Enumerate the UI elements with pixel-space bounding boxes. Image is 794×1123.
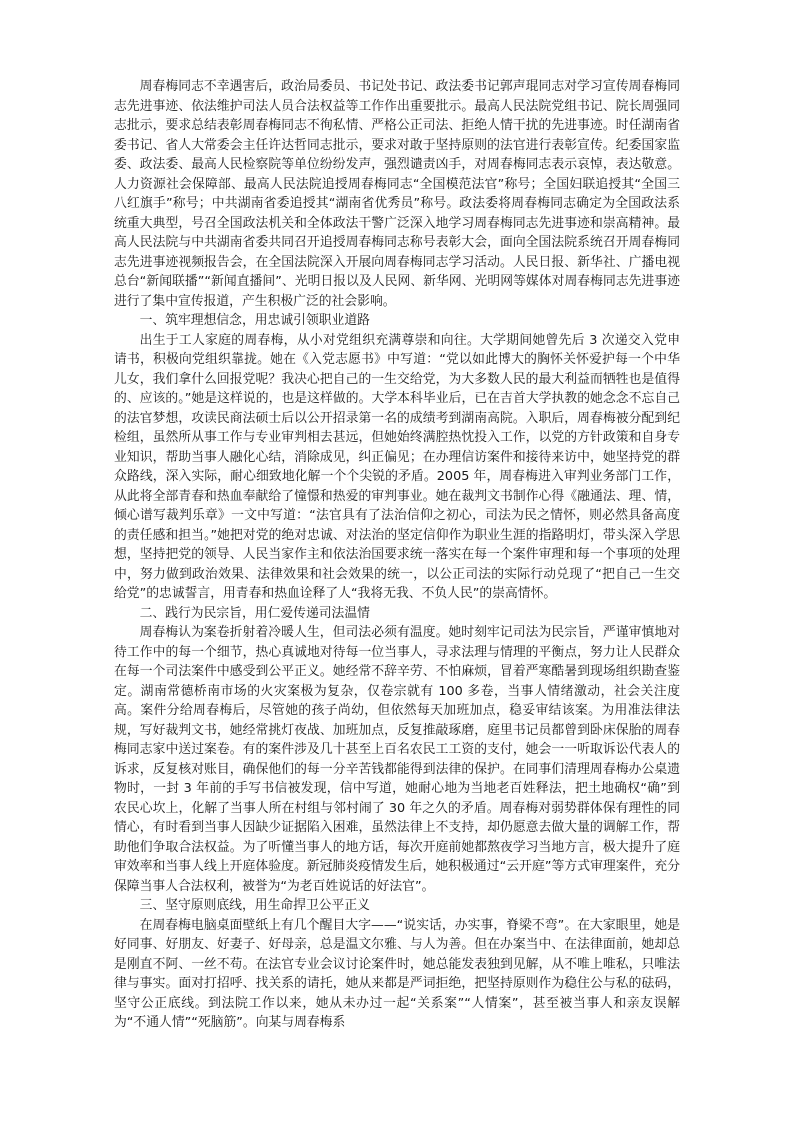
section-heading-1: 一、筑牢理想信念，用忠诚引领职业道路 xyxy=(139,313,370,328)
section-1-paragraph: 出生于工人家庭的周春梅，从小对党组织充满尊崇和向往。大学期间她曾先后 3 次递交入党申请书，积极向党组织靠拢。她在《入党志愿书》中写道：“党以如此博大的胸怀关怀爱护每一个中华儿女，我们拿什么回报党呢？我决心把自己的一生交给党，为大多数人民的最大利益而牺牲也是值得的、应该的。”她是这样说的，也是这样做的。大学本科毕业后，已在吉首大学执教的她念念不忘自己的法官梦想，攻读民商法硕士后以公开招录第一名的成绩考到湖南高院。入职后，周春梅被分配到纪检组，虽然所从事工作与专业审判相去甚远，但她始终满腔热忱投入工作，以党的方针政策和自身专业知识，帮助当事人融化心结，消除成见，纠正偏见；在办理信访案件和接待来访中，她坚持党的群众路线，深入实际，耐心细致地化解一个个尖锐的矛盾。2005 年，周春梅进入审判业务部门工作，从此将全部青春和热血奉献给了憧憬和热爱的审判事业。她在裁判文书制作心得《融通法、理、情，倾心谱写裁判乐章》一文中写道：“法官具有了法治信仰之初心，司法为民之情怀，则必然具备高度的责任感和担当。”她把对党的绝对忠诚、对法治的坚定信仰作为职业生涯的指路明灯，带头深入学思想，坚持把党的领导、人民当家作主和依法治国要求统一落实在每一个案件审理和每一个事项的处理中，努力做到政治效果、法律效果和社会效果的统一，以公正司法的实际行动兑现了“把自己一生交给党”的忠诚誓言，用青春和热血诠释了人“我将无我、不负人民”的崇高情怀。 xyxy=(114,332,680,601)
document-body xyxy=(114,77,680,1033)
section-heading-3: 三、坚守原则底线，用生命捍卫公平正义 xyxy=(139,898,370,913)
section-3-paragraph: 在周春梅电脑桌面壁纸上有几个醒目大字——“说实话，办实事，脊梁不弯”。在大家眼里，她是好同事、好朋友、好妻子、好母亲，总是温文尔雅、与人为善。但在办案当中、在法律面前，她却总是刚直不阿、一丝不苟。在法官专业会议讨论案件时，她总能发表独到见解，从不唯上唯私，只唯法律与事实。面对打招呼、找关系的请托，她从来都是严词拒绝，把坚持原则作为稳住公与私的砝码，坚守公正底线。到法院工作以来，她从未办过一起“关系案”“人情案”，甚至被当事人和亲友误解为“不通人情”“死脑筋”。向某与周春梅系 xyxy=(114,917,680,1030)
section-2-paragraph: 周春梅认为案卷折射着冷暖人生，但司法必须有温度。她时刻牢记司法为民宗旨，严谨审慎地对待工作中的每一个细节，热心真诚地对待每一位当事人，寻求法理与情理的平衡点，努力让人民群众在每一个司法案件中感受到公平正义。她经常不辞辛劳、不怕麻烦，冒着严寒酷暑到现场组织勘查鉴定。湖南常德桥南市场的火灾案极为复杂，仅卷宗就有 100 多卷，当事人情绪激动，社会关注度高。案件分给周春梅后，尽管她的孩子尚幼，但依然每天加班加点，稳妥审结该案。为用准法律法规，写好裁判文书，她经常挑灯夜战、加班加点，反复推敲琢磨，庭里书记员都曾到卧床保胎的周春梅同志家中送过案卷。有的案件涉及几十甚至上百名农民工工资的支付，她会一一听取诉讼代表人的诉求，反复核对账目，确保他们的每一分辛苦钱都能得到法律的保护。在同事们清理周春梅办公桌遗物时，一封 3 年前的手写书信被发现，信中写道，她耐心地为当地老百姓释法，把土地确权“确”到农民心坎上，化解了当事人所在村组与邻村闹了 30 年之久的矛盾。周春梅对弱势群体保有理性的同情心，有时看到当事人因缺少证据陷入困难，虽然法律上不支持，却仍愿意去做大量的调解工作，帮助他们争取合法权益。为了听懂当事人的地方话，每次开庭前她都熬夜学习当地方言，极大提升了庭审效率和当事人线上开庭体验度。新冠肺炎疫情发生后，她积极通过“云开庭”等方式审理案件，充分保障当事人合法权利，被誉为“为老百姓说话的好法官”。 xyxy=(114,625,680,894)
intro-paragraph: 周春梅同志不幸遇害后，政治局委员、书记处书记、政法委书记郭声琨同志对学习宣传周春梅同志先进事迹、依法维护司法人员合法权益等工作作出重要批示。最高人民法院党组书记、院长周强同志批示，要求总结表彰周春梅同志不徇私情、严格公正司法、拒绝人情干扰的先进事迹。时任湖南省委书记、省人大常委会主任许达哲同志批示，要求对敢于坚持原则的法官进行表彰宣传。纪委国家监委、政法委、最高人民检察院等单位纷纷发声，强烈谴责凶手，对周春梅同志表示哀悼，表达敬意。人力资源社会保障部、最高人民法院追授周春梅同志“全国模范法官”称号；全国妇联追授其“全国三八红旗手”称号；中共湖南省委追授其“湖南省优秀员”称号。政法委将周春梅同志确定为全国政法系统重大典型，号召全国政法机关和全体政法干警广泛深入地学习周春梅同志先进事迹和崇高精神。最高人民法院与中共湖南省委共同召开追授周春梅同志称号表彰大会，面向全国法院系统召开周春梅同志先进事迹视频报告会，在全国法院深入开展向周春梅同志学习活动。人民日报、新华社、广播电视总台“新闻联播”“新闻直播间”、光明日报以及人民网、新华网、光明网等媒体对周春梅同志先进事迹进行了集中宣传报道，产生积极广泛的社会影响。 xyxy=(114,79,680,309)
section-heading-2: 二、践行为民宗旨，用仁爱传递司法温情 xyxy=(139,605,370,621)
